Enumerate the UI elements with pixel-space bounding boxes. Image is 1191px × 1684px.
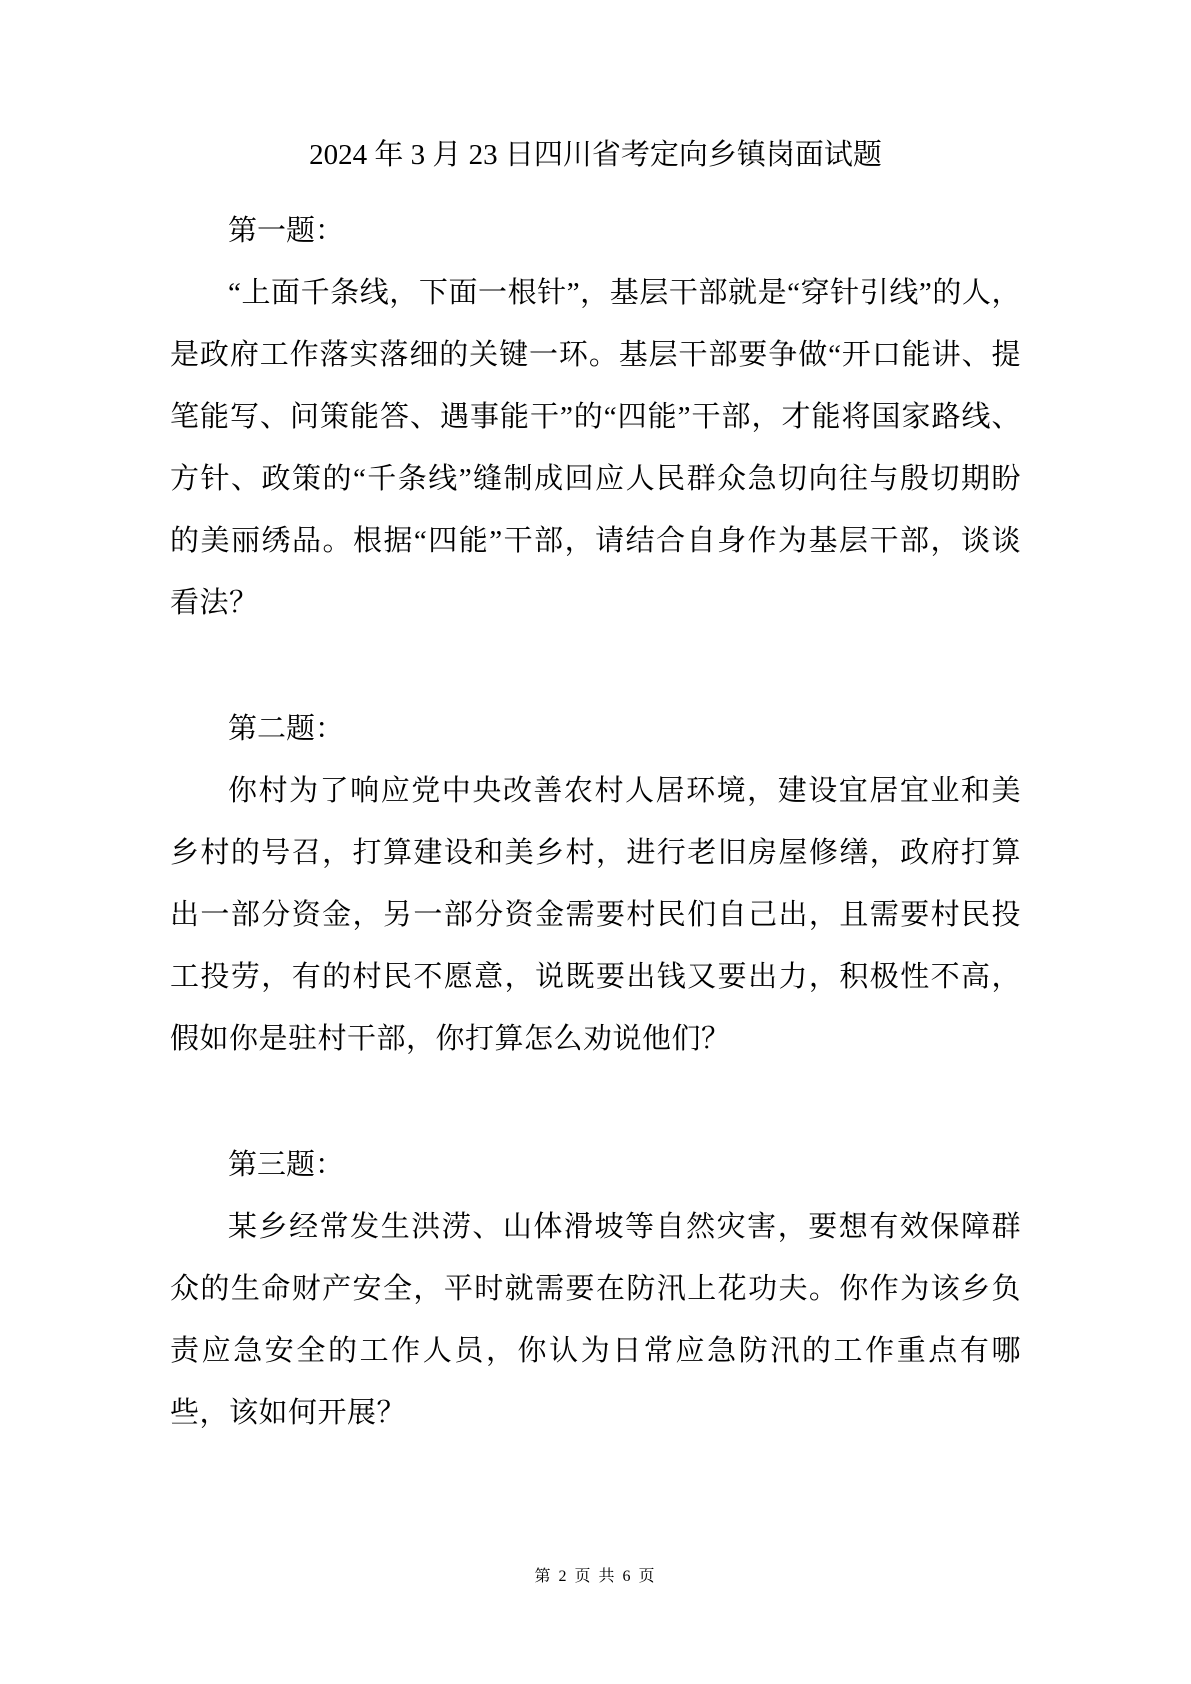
question-1-label: 第一题： <box>228 215 345 247</box>
question-2-body: 你村为了响应党中央改善农村人居环境，建设宜居宜业和美乡村的号召，打算建设和美乡村，进行老旧房屋修缮，政府打算出一部分资金，另一部分资金需要村民们自己出，且需要村民投工投劳，有的村民不愿意，说既要出钱又要出力，积极性不高，假如你是驻村干部，你打算怎么劝说他们？ <box>170 775 1021 1055</box>
question-3-body: 某乡经常发生洪涝、山体滑坡等自然灾害，要想有效保障群众的生命财产安全，平时就需要在防汛上花功夫。你作为该乡负责应急安全的工作人员，你认为日常应急防汛的工作重点有哪些，该如何开展？ <box>170 1211 1021 1429</box>
question-section-1 <box>170 200 1021 634</box>
page-title: 2024 年 3 月 23 日四川省考定向乡镇岗面试题 <box>309 139 882 171</box>
question-section-3 <box>170 1134 1021 1444</box>
question-3-label: 第三题： <box>228 1149 345 1181</box>
question-1-body: “上面千条线，下面一根针”，基层干部就是“穿针引线”的人，是政府工作落实落细的关键一环。基层干部要争做“开口能讲、提笔能写、问策能答、遇事能干”的“四能”干部，才能将国家路线、方针、政策的“千条线”缝制成回应人民群众急切向往与殷切期盼的美丽绣品。根据“四能”干部，请结合自身作为基层干部，谈谈看法？ <box>170 277 1021 619</box>
question-2-label: 第二题： <box>228 713 345 745</box>
page-number-footer: 第 2 页 共 6 页 <box>534 1568 657 1585</box>
question-section-2 <box>170 698 1021 1070</box>
